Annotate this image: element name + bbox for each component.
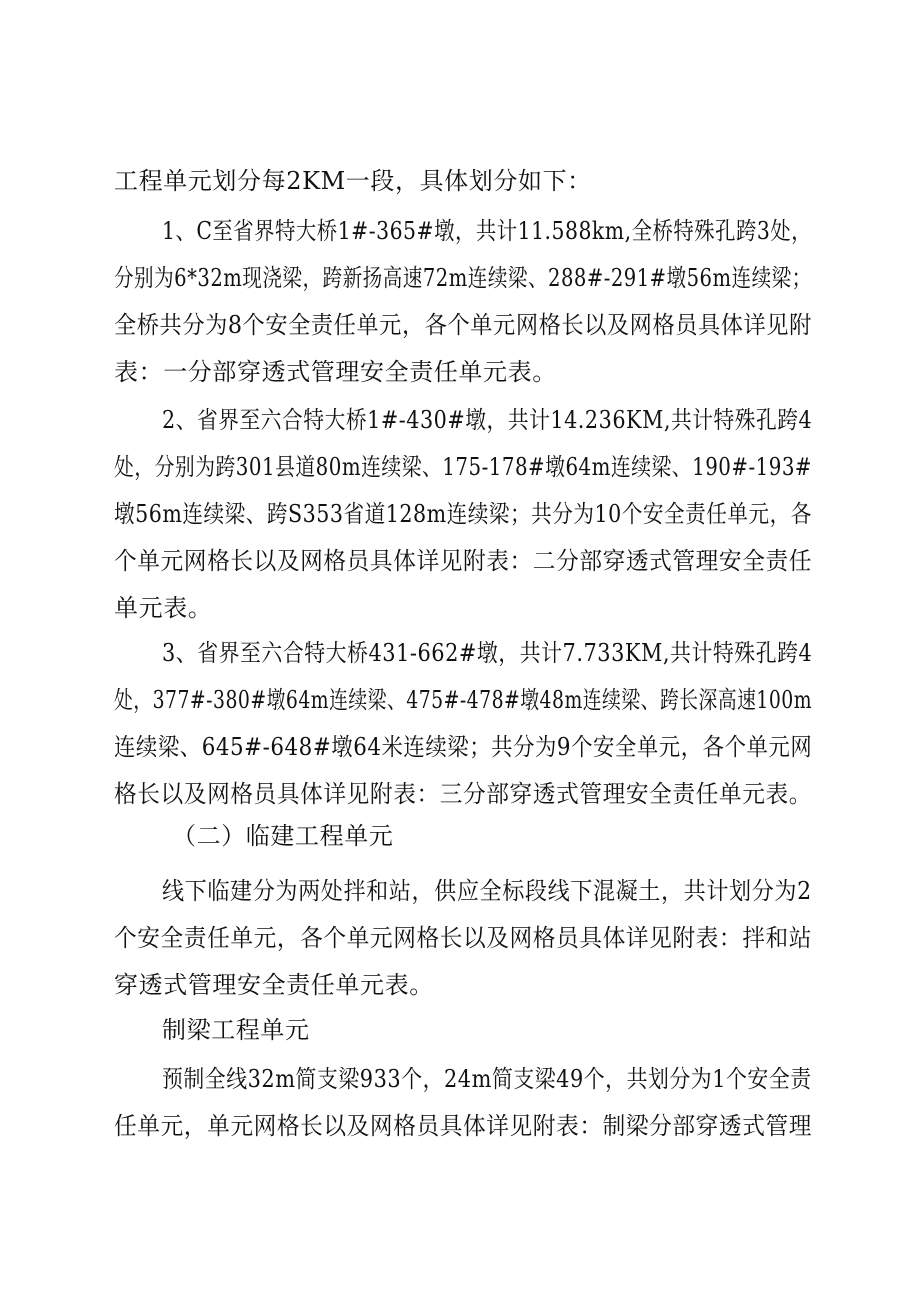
text-line: 单元表。: [114, 594, 213, 622]
text-line: 处，分别为跨301县道80m连续梁、175-178#墩64m连续梁、190#-193#: [114, 453, 813, 481]
text-line: 穿透式管理安全责任单元表。: [114, 971, 434, 999]
text-line: 1、C至省界特大桥1#-365#墩，共计11.588km,全桥特殊孔跨3处，: [162, 217, 813, 245]
section-heading: （二）临建工程单元: [172, 822, 394, 850]
section-heading: 制梁工程单元: [162, 1016, 310, 1044]
text-line: 个单元网格长以及网格员具体详见附表：二分部穿透式管理安全责任: [114, 547, 813, 575]
text-line: 预制全线32m简支梁933个，24m简支梁49个，共划分为1个安全责: [162, 1065, 812, 1093]
text-line: 表：一分部穿透式管理安全责任单元表。: [114, 358, 557, 386]
text-line: 处，377#-380#墩64m连续梁、475#-478#墩48m连续梁、跨长深高速100m: [114, 686, 813, 714]
text-line: 连续梁、645#-648#墩64米连续梁；共分为9个安全单元，各个单元网: [114, 733, 813, 761]
text-line: 3、省界至六合特大桥431-662#墩，共计7.733KM,共计特殊孔跨4: [162, 639, 813, 667]
text-line: 工程单元划分每2KM一段，具体划分如下：: [114, 167, 592, 195]
text-line: 个安全责任单元，各个单元网格长以及网格员具体详见附表：拌和站: [114, 924, 813, 952]
text-line: 线下临建分为两处拌和站，供应全标段线下混凝土，共计划分为2: [162, 877, 812, 905]
text-line: 分别为6*32m现浇梁，跨新扬高速72m连续梁、288#-291#墩56m连续梁；: [114, 264, 812, 292]
text-line: 全桥共分为8个安全责任单元，各个单元网格长以及网格员具体详见附: [114, 311, 812, 339]
text-line: 任单元，单元网格长以及网格员具体详见附表：制梁分部穿透式管理: [114, 1112, 813, 1140]
text-line: 墩56m连续梁、跨S353省道128m连续梁；共分为10个安全责任单元，各: [114, 500, 812, 528]
text-line: 2、省界至六合特大桥1#-430#墩，共计14.236KM,共计特殊孔跨4: [162, 406, 813, 434]
text-line: 格长以及网格员具体详见附表：三分部穿透式管理安全责任单元表。: [114, 780, 813, 808]
